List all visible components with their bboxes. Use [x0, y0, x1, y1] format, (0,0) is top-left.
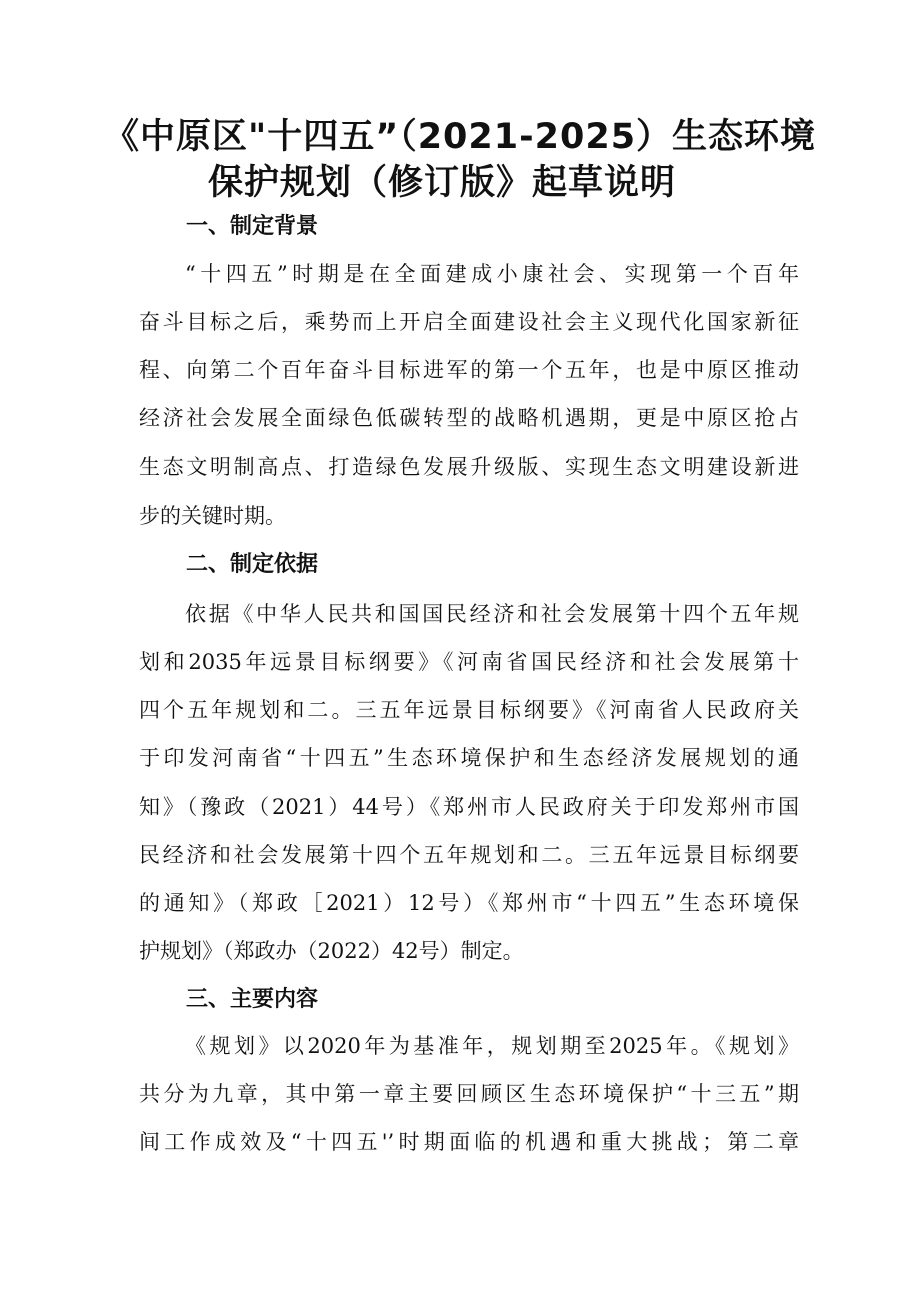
document-title-line-2: 保护规划（修订版》起草说明	[207, 163, 676, 203]
paragraph-line: 护规划》（郑政办（2022）42号）制定。	[139, 939, 524, 963]
paragraph-line: 间工作成效及“十四五'’时期面临的机遇和重大挑战；第二章	[139, 1130, 799, 1154]
paragraph-line: 的通知》（郑政［2021）12号）《郑州市“十四五”生态环境保	[139, 891, 799, 915]
section-heading-basis: 二、制定依据	[186, 552, 319, 577]
paragraph-line: 民经济和社会发展第十四个五年规划和二。三五年远景目标纲要	[139, 843, 799, 867]
paragraph-line: 生态文明制高点、打造绿色发展升级版、实现生态文明建设新进	[139, 455, 799, 479]
paragraph-line: 共分为九章，其中第一章主要回顾区生态环境保护“十三五”期	[139, 1082, 799, 1106]
paragraph-line: 步的关键时期。	[139, 504, 286, 528]
paragraph-line: 划和2035年远景目标纲要》《河南省国民经济和社会发展第十	[139, 650, 799, 674]
paragraph-line: “十四五”时期是在全面建成小康社会、实现第一个百年	[185, 262, 799, 286]
paragraph-line: 《规划》以2020年为基准年，规划期至2025年。《规划》	[185, 1034, 799, 1058]
paragraph-line: 奋斗目标之后，乘势而上开启全面建设社会主义现代化国家新征	[139, 310, 799, 334]
paragraph-line: 四个五年规划和二。三五年远景目标纲要》《河南省人民政府关	[139, 698, 799, 722]
paragraph-line: 经济社会发展全面绿色低碳转型的战略机遇期，更是中原区抢占	[139, 406, 799, 430]
section-heading-background: 一、制定背景	[186, 214, 319, 239]
paragraph-line: 于印发河南省“十四五”生态环境保护和生态经济发展规划的通	[139, 746, 799, 770]
paragraph-line: 程、向第二个百年奋斗目标进军的第一个五年，也是中原区推动	[139, 358, 799, 382]
paragraph-line: 依据《中华人民共和国国民经济和社会发展第十四个五年规	[185, 602, 799, 626]
section-heading-content: 三、主要内容	[186, 987, 319, 1012]
paragraph-line: 知》（豫政（2021）44号）《郑州市人民政府关于印发郑州市国	[139, 795, 799, 819]
document-title-line-1: 《中原区"十四五”（2021-2025）生态环境	[103, 117, 817, 157]
